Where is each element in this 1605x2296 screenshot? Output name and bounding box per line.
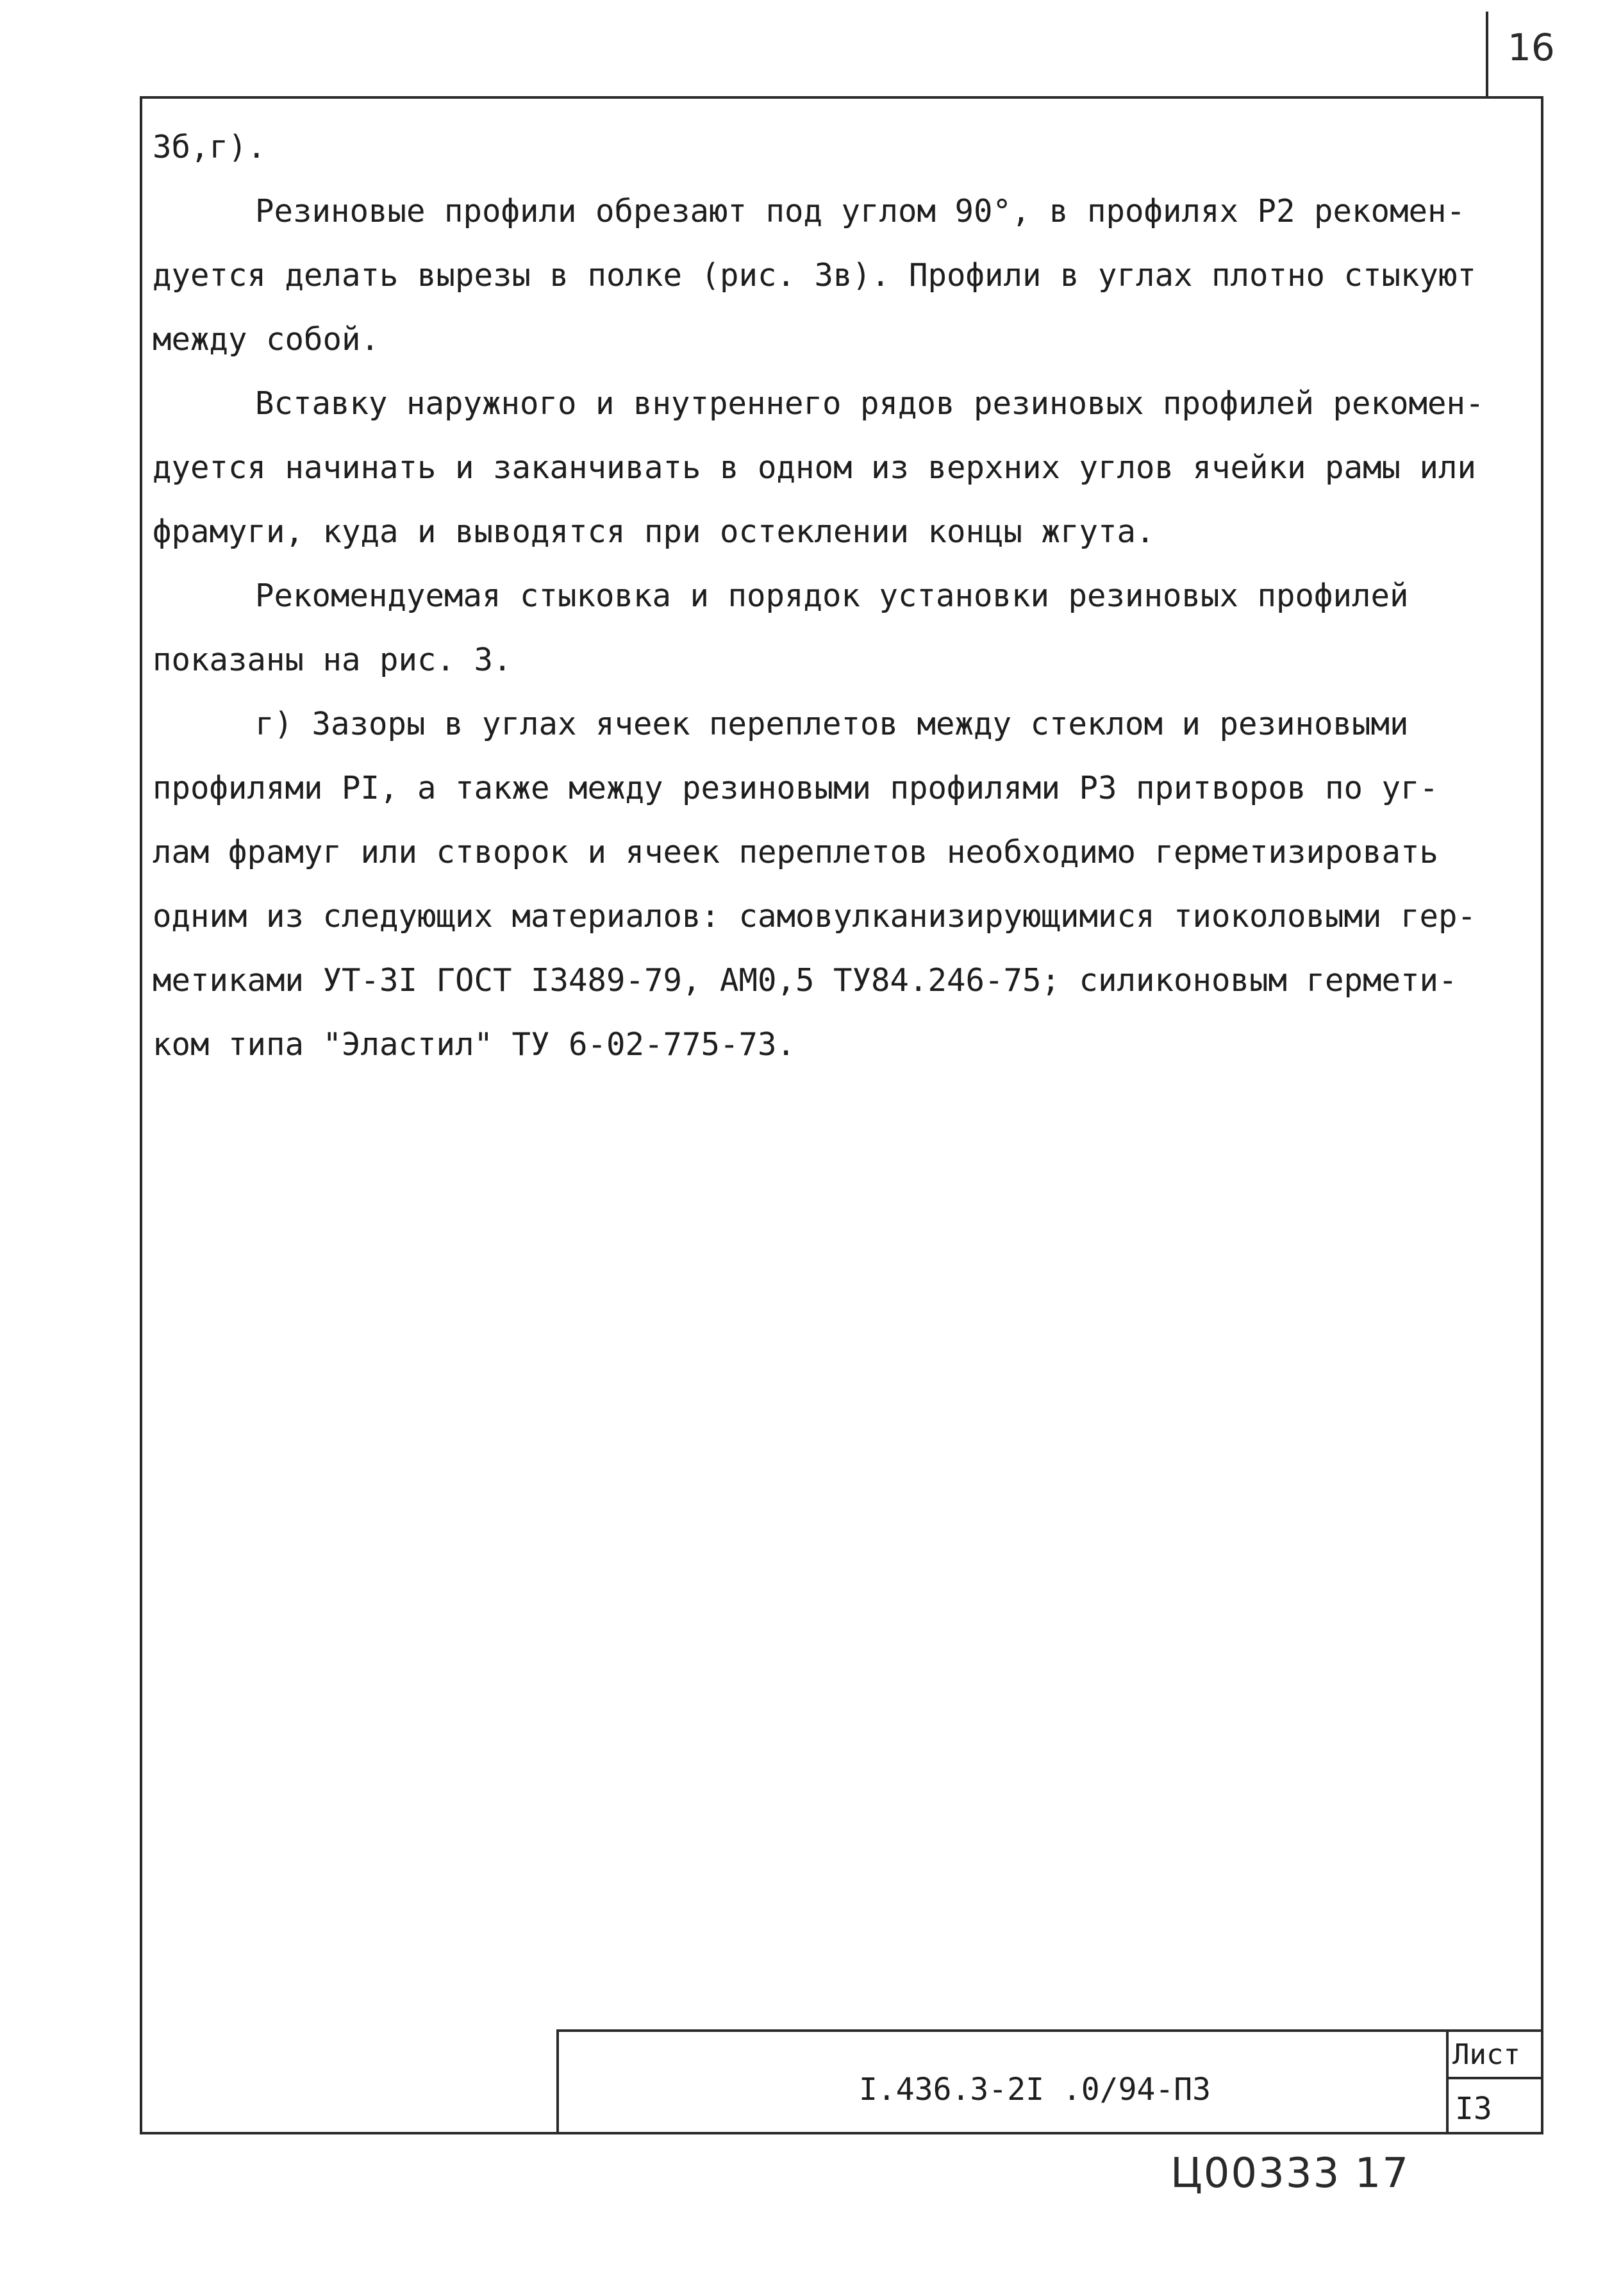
text-line: между собой. <box>153 321 380 358</box>
text-line: дуется делать вырезы в полке (рис. 3в). Профили в углах плотно стыкуют <box>153 257 1477 294</box>
sheet-cell-divider <box>1446 2077 1543 2079</box>
text-line: лам фрамуг или створок и ячеек переплетов необходимо герметизировать <box>153 834 1439 870</box>
text-line: профилями PI, а также между резиновыми профилями Р3 притворов по уг- <box>153 770 1439 806</box>
sheet-number: I3 <box>1455 2091 1492 2127</box>
text-line: дуется начинать и заканчивать в одном из верхних углов ячейки рамы или <box>153 449 1477 486</box>
text-line: фрамуги, куда и выводятся при остеклении концы жгута. <box>153 513 1155 550</box>
text-line: ком типа "Эластил" ТУ 6-02-775-73. <box>153 1026 796 1063</box>
text-line: 3б,г). <box>153 129 267 165</box>
text-line: показаны на рис. 3. <box>153 642 512 678</box>
sheet-label: Лист <box>1452 2038 1520 2071</box>
page-number: 16 <box>1508 26 1555 69</box>
text-line: Вставку наружного и внутреннего рядов резиновых профилей рекомен- <box>255 385 1484 422</box>
document-body <box>153 115 1537 1077</box>
text-line: одним из следующих материалов: самовулканизирующимися тиоколовыми гер- <box>153 898 1477 935</box>
archive-stamp: Ц00333 17 <box>1170 2150 1410 2197</box>
corner-tick-mark <box>1486 12 1488 96</box>
text-line: метиками УТ-3I ГОСТ I3489-79, АМ0,5 ТУ84.246-75; силиконовым гермети- <box>153 962 1458 999</box>
text-line: Резиновые профили обрезают под углом 90°, в профилях Р2 рекомен- <box>255 193 1466 229</box>
text-line: Рекомендуемая стыковка и порядок установки резиновых профилей <box>255 578 1409 614</box>
text-line: г) Зазоры в углах ячеек переплетов между стеклом и резиновыми <box>255 706 1409 742</box>
document-code: I.436.3-2I .0/94-ПЗ <box>859 2072 1211 2108</box>
